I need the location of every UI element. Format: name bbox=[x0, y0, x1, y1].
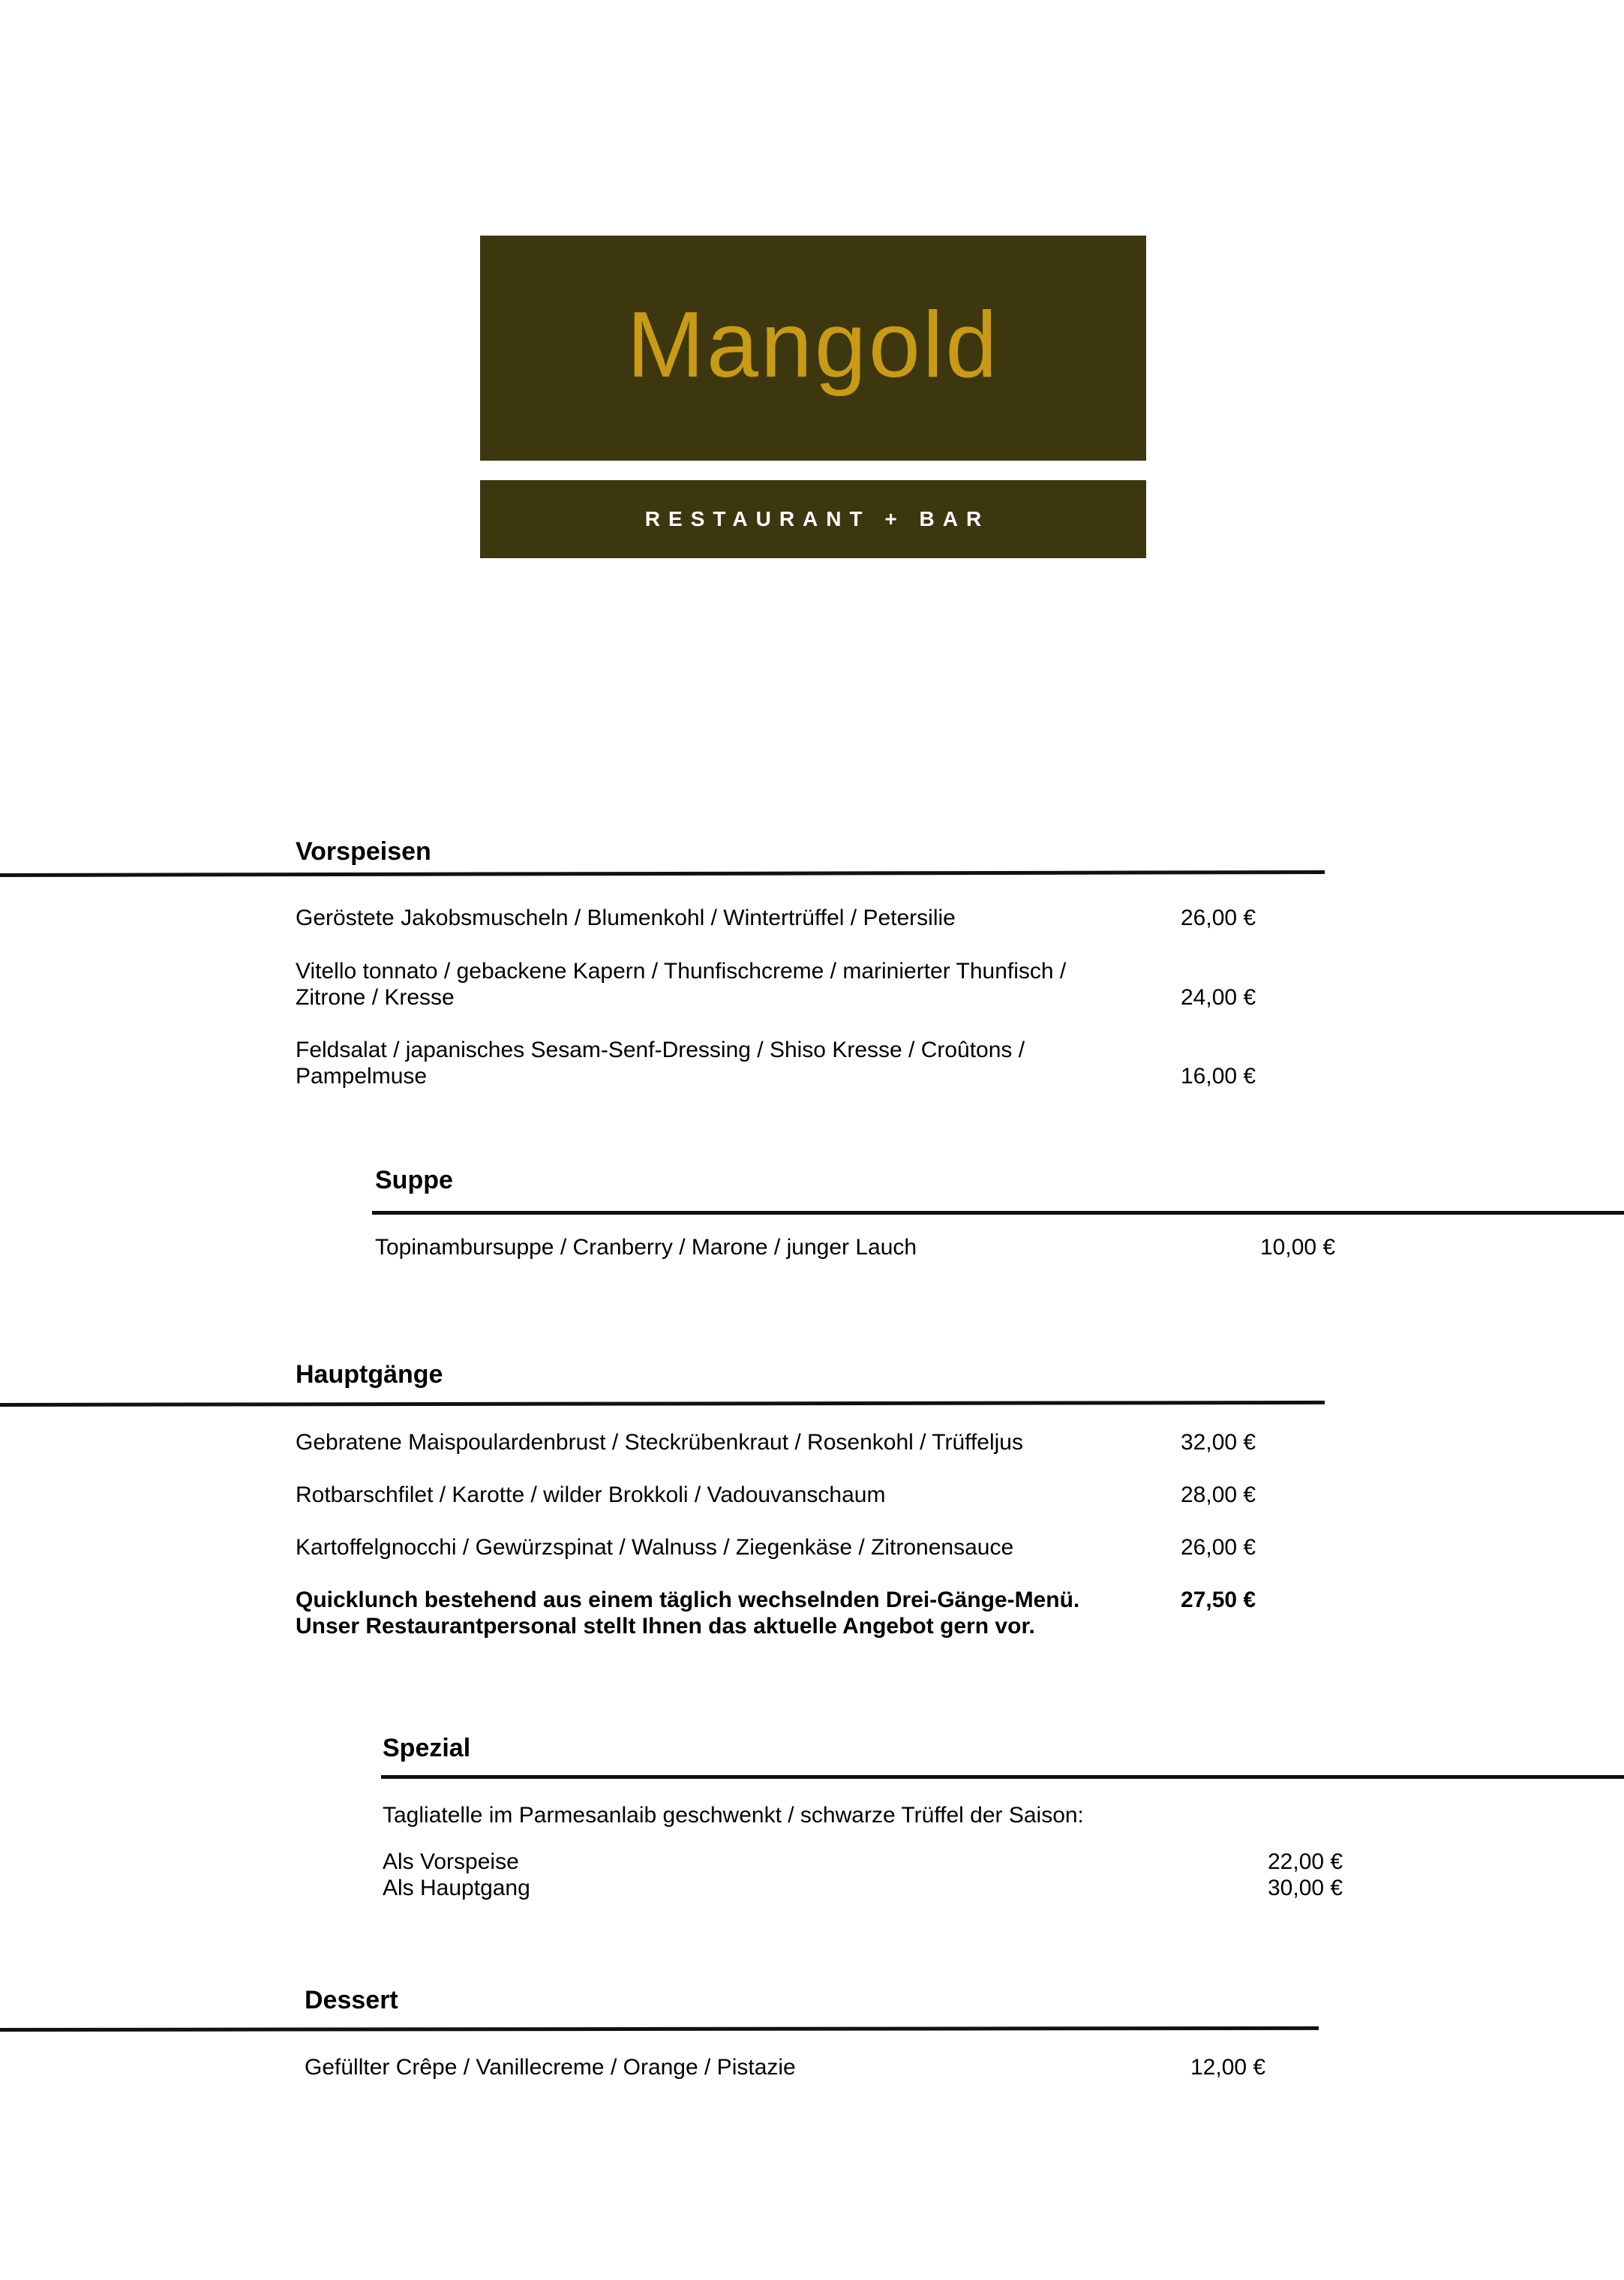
section-rule bbox=[381, 1775, 1624, 1779]
menu-item-price: 26,00 € bbox=[1181, 1535, 1256, 1560]
section-title-hauptgaenge: Hauptgänge bbox=[296, 1360, 443, 1389]
section-rule bbox=[0, 870, 1325, 877]
menu-item-line: Feldsalat / japanisches Sesam-Senf-Dressing / Shiso Kresse / Croûtons / bbox=[296, 1038, 1025, 1062]
menu-item-price: 16,00 € bbox=[1181, 1064, 1256, 1089]
menu-item-price: 24,00 € bbox=[1181, 985, 1256, 1010]
logo-tagline: RESTAURANT + BAR bbox=[644, 507, 990, 530]
section-title-vorspeisen: Vorspeisen bbox=[296, 837, 431, 866]
menu-item-line: Quicklunch bestehend aus einem täglich wechselnden Drei-Gänge-Menü. bbox=[296, 1588, 1080, 1612]
section-title-spezial: Spezial bbox=[383, 1734, 471, 1762]
menu-item-line: Geröstete Jakobsmuscheln / Blumenkohl / Wintertrüffel / Petersilie bbox=[296, 906, 956, 930]
section-rule bbox=[0, 2026, 1319, 2032]
section-rule bbox=[0, 1401, 1325, 1407]
section-title-dessert: Dessert bbox=[305, 1986, 398, 2014]
menu-item-price: 12,00 € bbox=[1190, 2055, 1266, 2080]
menu-item-price: 26,00 € bbox=[1181, 906, 1256, 930]
spezial-option-label: Als Vorspeise bbox=[383, 1849, 519, 1874]
menu-item-line: Kartoffelgnocchi / Gewürzspinat / Walnuss / Ziegenkäse / Zitronensauce bbox=[296, 1535, 1014, 1560]
menu-item-line: Zitrone / Kresse bbox=[296, 985, 455, 1010]
menu-item-line: Gefüllter Crêpe / Vanillecreme / Orange / Pistazie bbox=[305, 2055, 796, 2080]
menu-item-line: Vitello tonnato / gebackene Kapern / Thunfischcreme / marinierter Thunfisch / bbox=[296, 959, 1067, 984]
menu-item-price: 32,00 € bbox=[1181, 1430, 1256, 1455]
section-title-suppe: Suppe bbox=[375, 1166, 453, 1194]
menu-item-price: 27,50 € bbox=[1181, 1588, 1256, 1612]
logo-name: Mangold bbox=[626, 293, 1000, 397]
spezial-option-price: 30,00 € bbox=[1268, 1876, 1343, 1900]
menu-item-line: Unser Restaurantpersonal stellt Ihnen das aktuelle Angebot gern vor. bbox=[296, 1614, 1035, 1639]
spezial-option-price: 22,00 € bbox=[1268, 1849, 1343, 1874]
menu-item-line: Topinambursuppe / Cranberry / Marone / junger Lauch bbox=[375, 1235, 917, 1260]
spezial-option-label: Als Hauptgang bbox=[383, 1876, 530, 1900]
menu-item-line: Rotbarschfilet / Karotte / wilder Brokkoli / Vadouvanschaum bbox=[296, 1482, 886, 1507]
logo-tagline-block bbox=[480, 480, 1146, 558]
logo-name-block bbox=[480, 236, 1146, 461]
menu-item-line: Gebratene Maispoulardenbrust / Steckrübenkraut / Rosenkohl / Trüffeljus bbox=[296, 1430, 1023, 1455]
spezial-description: Tagliatelle im Parmesanlaib geschwenkt / schwarze Trüffel der Saison: bbox=[383, 1803, 1084, 1828]
menu-item-price: 28,00 € bbox=[1181, 1482, 1256, 1507]
section-rule bbox=[372, 1211, 1624, 1215]
menu-item-line: Pampelmuse bbox=[296, 1064, 428, 1089]
menu-item-price: 10,00 € bbox=[1260, 1235, 1336, 1260]
